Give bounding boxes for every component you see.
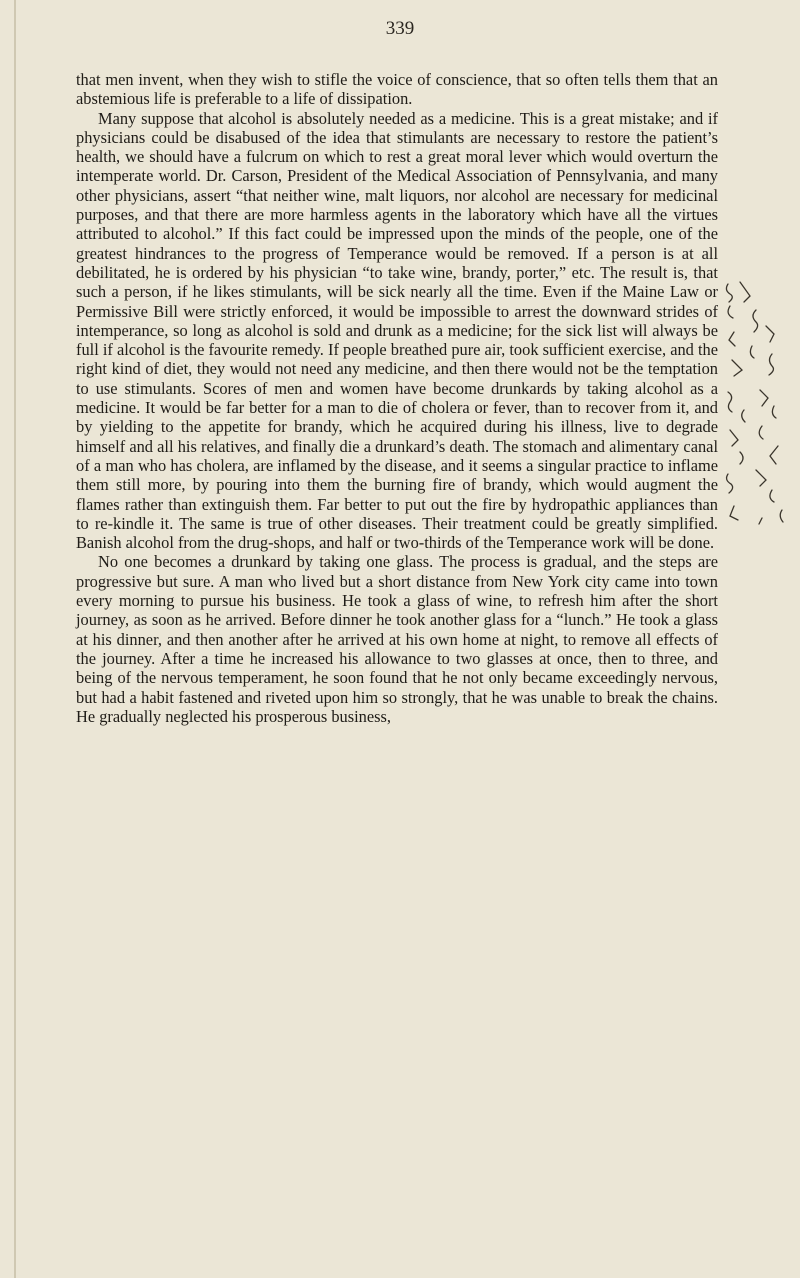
paragraph-3: No one becomes a drunkard by taking one glass. The process is gradual, and the steps are progressive but sure. A man who lived but a short distance from New York city came into town every morning to pursue his business. He took a glass of wine, to refresh him after the short journey, as soon as he arrived. Before dinner he took another glass for a “lunch.” He took a glass at his dinner, and then another after he arrived at his own home at night, to remove all effects of the journey. After a time he increased his allowance to two glasses at once, then to three, and being of the nervous temperament, he soon found that he not only became exceedingly nervous, but had a habit fastened and riveted upon him so strongly, that he was unable to break the chains. He gradually neglected his prosperous business,: [76, 552, 718, 726]
margin-mark: [753, 310, 758, 332]
margin-mark: [759, 426, 763, 439]
margin-mark: [772, 406, 776, 418]
margin-mark: [780, 510, 783, 522]
margin-mark: [732, 360, 742, 376]
margin-mark: [742, 410, 745, 422]
page-edge: [14, 0, 16, 1278]
margin-mark: [770, 446, 778, 464]
margin-mark: [740, 282, 750, 302]
margin-mark: [728, 306, 733, 318]
margin-mark: [769, 354, 773, 375]
margin-mark: [730, 506, 738, 520]
paragraph-2: Many suppose that alcohol is absolutely needed as a medicine. This is a great mistake; and if physicians could be disabused of the idea that stimulants are necessary to restore the patient’s health, we should have a fulcrum on which to rest a great moral lever which would overturn the intemperate world. Dr. Carson, President of the Medical Association of Pennsylvania, and many other physicians, assert “that neither wine, malt liquors, nor alcohol are necessary for medicinal purposes, and that there are more harmless agents in the laboratory which have all the virtues attributed to alcohol.” If this fact could be impressed upon the minds of the people, one of the greatest hindrances to the progress of Temperance would be removed. If a person is at all debilitated, he is ordered by his physician “to take wine, brandy, porter,” etc. The result is, that such a person, if he likes stimulants, will be sick nearly all the time. Even if the Maine Law or Permissive Bill were strictly enforced, it would be impossible to arrest the downward strides of intemperance, so long as alcohol is sold and drunk as a medicine; for the sick list will always be full if alcohol is the favourite remedy. If people breathed pure air, took sufficient exercise, and the right kind of diet, they would not need any medicine, and then there would not be the temptation to use stimulants. Scores of men and women have become drunkards by taking alcohol as a medicine. It would be far better for a man to die of cholera or fever, than to recover from it, and by yielding to the appetite for brandy, which he acquired during his illness, live to degrade himself and all his relatives, and finally die a drunkard’s death. The stomach and alimentary canal of a man who has cholera, are inflamed by the disease, and it seems a singular practice to inflame them still more, by pouring into them the burning fire of brandy, which would augment the flames rather than extinguish them. Far better to put out the fire by hydropathic appliances than to re-kindle it. The same is true of other diseases. Their treatment could be greatly simplified. Banish alcohol from the drug-shops, and half or two-thirds of the Temperance work will be done.: [76, 108, 718, 553]
margin-mark: [727, 474, 733, 493]
margin-mark: [726, 284, 732, 302]
margin-mark: [730, 430, 738, 446]
margin-mark: [760, 390, 768, 406]
body-text: [76, 70, 718, 726]
page-number: 339: [385, 18, 415, 39]
margin-pencil-marks: [722, 280, 792, 570]
margin-mark: [740, 452, 743, 464]
paragraph-1: that men invent, when they wish to stifle the voice of conscience, that so often tells them that an abstemious life is preferable to a life of dissipation.: [76, 70, 718, 109]
margin-mark: [759, 518, 762, 524]
margin-mark: [756, 470, 766, 486]
margin-mark: [728, 392, 732, 412]
margin-mark: [750, 346, 754, 358]
margin-mark: [770, 490, 774, 502]
margin-mark: [766, 326, 774, 342]
margin-mark: [729, 332, 735, 346]
